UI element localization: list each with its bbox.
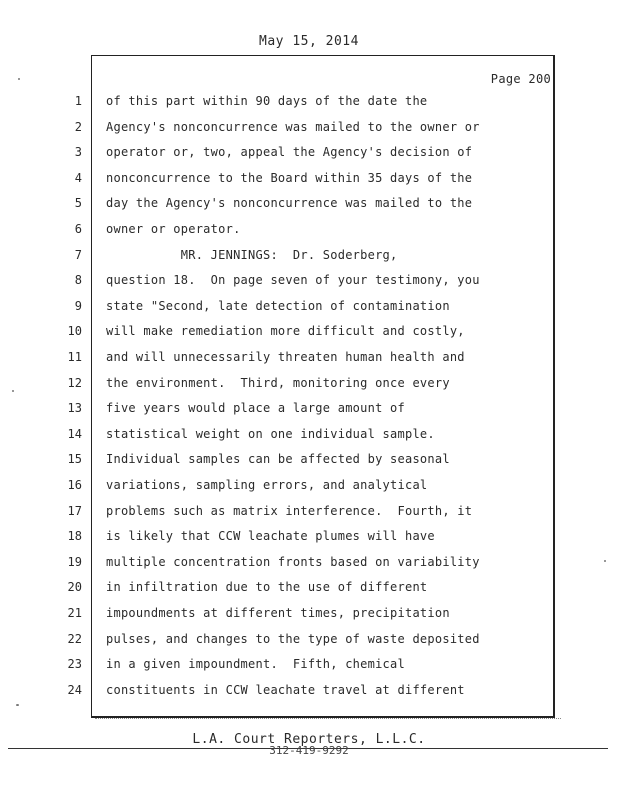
transcript-line: in infiltration due to the use of different (106, 580, 428, 594)
transcript-line: Agency's nonconcurrence was mailed to the owner or (106, 120, 480, 134)
transcript-line: the environment. Third, monitoring once every (106, 376, 450, 390)
line-number: 21 (67, 606, 82, 620)
line-number: 18 (67, 529, 82, 543)
line-number: 19 (67, 555, 82, 569)
line-number: 3 (74, 145, 82, 159)
transcript-line: of this part within 90 days of the date the (106, 94, 428, 108)
line-number: 8 (74, 273, 82, 287)
line-number: 10 (67, 324, 82, 338)
line-number: 9 (74, 299, 82, 313)
transcript-line: is likely that CCW leachate plumes will have (106, 529, 435, 543)
line-number: 12 (67, 376, 82, 390)
line-number: 14 (67, 427, 82, 441)
page-number: Page 200 (490, 72, 551, 86)
transcript-line: question 18. On page seven of your testimony, you (106, 273, 480, 287)
scan-speck (604, 560, 606, 562)
line-number: 16 (67, 478, 82, 492)
transcript-line: and will unnecessarily threaten human health and (106, 350, 465, 364)
transcript-line: impoundments at different times, precipitation (106, 606, 450, 620)
scan-speck (18, 78, 20, 80)
transcript-line: statistical weight on one individual sample. (106, 427, 435, 441)
transcript-line: MR. JENNINGS: Dr. Soderberg, (106, 248, 398, 262)
transcript-line: variations, sampling errors, and analytical (106, 478, 428, 492)
scan-speck (12, 390, 14, 392)
line-number: 4 (74, 171, 82, 185)
line-number: 23 (67, 657, 82, 671)
line-number: 2 (74, 120, 82, 134)
scan-speck (16, 704, 19, 706)
transcript-line: five years would place a large amount of (106, 401, 405, 415)
transcript-line: day the Agency's nonconcurrence was mailed to the (106, 196, 473, 210)
transcript-line: pulses, and changes to the type of waste deposited (106, 632, 480, 646)
line-number: 7 (74, 248, 82, 262)
transcript-line: nonconcurrence to the Board within 35 days of the (106, 171, 473, 185)
transcript-line: in a given impoundment. Fifth, chemical (106, 657, 405, 671)
line-number: 22 (67, 632, 82, 646)
footer-phone: 312-419-9292 (269, 744, 349, 757)
transcript-line: owner or operator. (106, 222, 241, 236)
line-number: 24 (67, 683, 82, 697)
transcript-line: will make remediation more difficult and costly, (106, 324, 465, 338)
line-number: 13 (67, 401, 82, 415)
line-number: 20 (67, 580, 82, 594)
transcript-line: state "Second, late detection of contamination (106, 299, 450, 313)
transcript-line: Individual samples can be affected by seasonal (106, 452, 450, 466)
line-number: 6 (74, 222, 82, 236)
line-number: 5 (74, 196, 82, 210)
line-number: 15 (67, 452, 82, 466)
header-date: May 15, 2014 (259, 34, 359, 49)
line-number: 1 (74, 94, 82, 108)
transcript-line: constituents in CCW leachate travel at different (106, 683, 465, 697)
line-number: 17 (67, 504, 82, 518)
transcript-line: operator or, two, appeal the Agency's decision of (106, 145, 473, 159)
border-shadow (95, 718, 561, 722)
line-number: 11 (67, 350, 82, 364)
transcript-line: multiple concentration fronts based on variability (106, 555, 480, 569)
transcript-line: problems such as matrix interference. Fourth, it (106, 504, 473, 518)
footer-company: L.A. Court Reporters, L.L.C. (192, 732, 426, 747)
